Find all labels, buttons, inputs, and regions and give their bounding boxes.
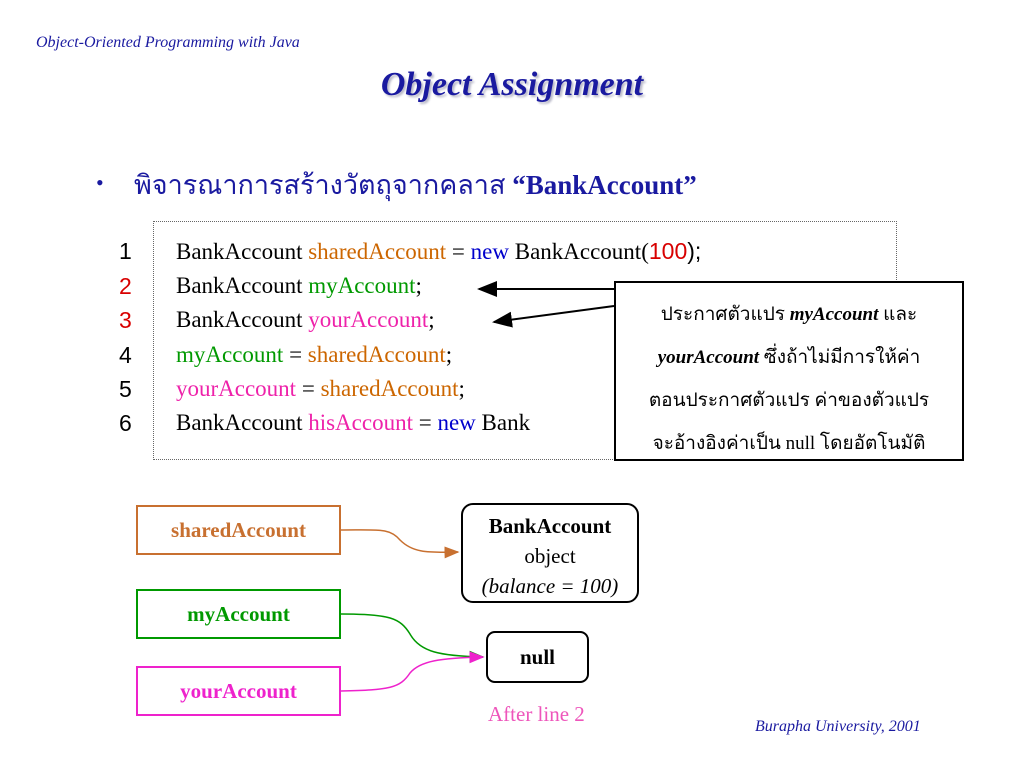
code-token: Bank <box>475 410 531 435</box>
code-token: BankAccount <box>176 410 309 435</box>
code-token: yourAccount <box>308 307 429 332</box>
slide-title: Object Assignment <box>380 66 644 103</box>
object-balance: (balance = 100) <box>481 574 619 598</box>
code-token: BankAccount <box>176 307 309 332</box>
note-line-2: yourAccount ซึ่งถ้าไม่มีการให้ค่า <box>657 347 921 368</box>
bullet-marker: • <box>96 170 104 195</box>
code-token: BankAccount( <box>508 239 649 264</box>
bullet-thai: พิจารณาการสร้างวัตถุจากคลาส <box>134 170 506 200</box>
bullet-class-name: “BankAccount” <box>512 170 697 200</box>
code-token: sharedAccount <box>307 342 446 367</box>
after-line-caption: After line 2 <box>488 702 585 726</box>
code-token: = <box>412 410 438 435</box>
code-token: BankAccount <box>176 239 309 264</box>
note-line-1: ประกาศตัวแปร myAccount และ <box>660 304 918 325</box>
object-class-name: BankAccount <box>488 514 612 538</box>
note-line-4: จะอ้างอิงค่าเป็น null โดยอัตโนมัติ <box>652 433 926 454</box>
my-account-box: myAccount <box>136 589 341 639</box>
code-token: ; <box>428 307 435 332</box>
bankaccount-object-box <box>461 503 639 603</box>
code-line <box>176 410 530 436</box>
code-token: = <box>296 376 321 401</box>
course-header: Object-Oriented Programming with Java <box>36 34 300 51</box>
code-token: myAccount <box>176 342 284 367</box>
code-token: myAccount <box>308 273 416 298</box>
shared-account-box: sharedAccount <box>136 505 341 555</box>
code-line-number: 1 <box>119 238 132 264</box>
code-line <box>176 376 465 402</box>
code-line <box>176 273 422 299</box>
code-line <box>176 307 435 333</box>
code-line-number: 2 <box>119 273 132 299</box>
my-to-null-arrow <box>341 614 483 657</box>
code-token: ; <box>415 273 422 298</box>
code-line-number: 5 <box>119 376 132 402</box>
code-token: new <box>470 239 509 264</box>
footer-credit: Burapha University, 2001 <box>755 718 921 735</box>
code-token: sharedAccount <box>320 376 459 401</box>
note-line-3: ตอนประกาศตัวแปร ค่าของตัวแปร <box>648 390 930 411</box>
your-account-box: yourAccount <box>136 666 341 716</box>
code-token: hisAccount <box>308 410 413 435</box>
bullet-text <box>134 163 697 206</box>
code-token: BankAccount <box>176 273 309 298</box>
code-token: new <box>437 410 476 435</box>
code-line <box>176 342 452 368</box>
shared-to-object-arrow <box>341 530 458 552</box>
code-token: ; <box>445 342 453 367</box>
null-box: null <box>486 631 589 683</box>
code-token: ; <box>458 376 465 401</box>
code-token: = <box>446 239 471 264</box>
code-token: = <box>283 342 308 367</box>
code-token: 100 <box>648 238 688 264</box>
code-token: ); <box>687 238 702 264</box>
code-line-number: 4 <box>119 342 132 368</box>
code-line-number: 6 <box>119 410 132 436</box>
your-to-null-arrow <box>341 657 483 691</box>
note-box <box>614 281 964 461</box>
object-label: object <box>524 544 576 568</box>
code-line-number: 3 <box>119 307 132 333</box>
code-token: yourAccount <box>176 376 297 401</box>
code-token: sharedAccount <box>308 239 447 264</box>
code-line <box>176 238 701 265</box>
